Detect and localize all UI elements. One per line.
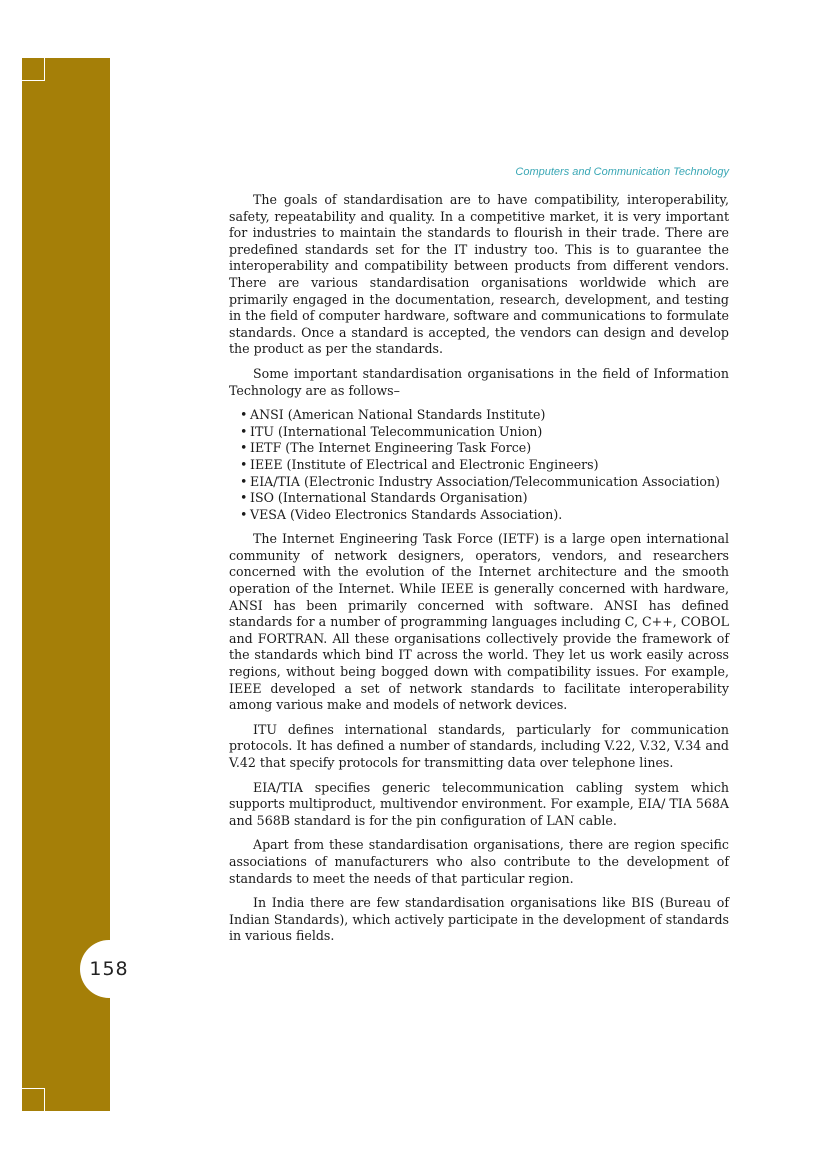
organisations-list xyxy=(240,407,729,523)
paragraph-itu: ITU defines international standards, particularly for communication protocols. It has defined a number of standards, including V.22, V.32, V.34 and V.42 that specify protocols for transmitting data over telephone lines. xyxy=(229,721,729,770)
list-item: • VESA (Video Electronics Standards Association). xyxy=(240,507,729,524)
page-number: 158 xyxy=(80,940,138,998)
paragraph-regional-associations: Apart from these standardisation organisations, there are region specific associations of manufacturers who also contribute to the development of standards to meet the needs of that particular region. xyxy=(229,837,729,886)
list-item: • IEEE (Institute of Electrical and Electronic Engineers) xyxy=(240,457,729,474)
list-item: • ISO (International Standards Organisation) xyxy=(240,490,729,507)
paragraph-ietf: The Internet Engineering Task Force (IETF) is a large open international community of network designers, operators, vendors, and researchers concerned with the evolution of the Internet architecture and the smooth operation of the Internet. While IEEE is generally concerned with hardware, ANSI has been primarily concerned with software. ANSI has defined standards for a number of programming languages including C, C++, COBOL and FORTRAN. All these organisations collectively provide the framework of the standards which bind IT across the world. They let us work easily across regions, without being bogged down with compatibility issues. For example, IEEE developed a set of network standards to facilitate interoperability among various make and models of network devices. xyxy=(229,531,729,713)
crop-mark-bottom xyxy=(22,1088,45,1111)
list-item: • IETF (The Internet Engineering Task Force) xyxy=(240,440,729,457)
crop-mark-top xyxy=(22,58,45,81)
paragraph-eia-tia: EIA/TIA specifies generic telecommunication cabling system which supports multiproduct, multivendor environment. For example, EIA/ TIA 568A and 568B standard is for the pin configuration of LAN cable. xyxy=(229,779,729,828)
paragraph-organisations-intro: Some important standardisation organisations in the field of Information Technology are as follows– xyxy=(229,365,729,398)
list-item: • EIA/TIA (Electronic Industry Association/Telecommunication Association) xyxy=(240,474,729,491)
paragraph-india-bis: In India there are few standardisation organisations like BIS (Bureau of Indian Standards), which actively participate in the development of standards in various fields. xyxy=(229,895,729,944)
list-item: • ITU (International Telecommunication Union) xyxy=(240,424,729,441)
paragraph-standardisation-goals: The goals of standardisation are to have compatibility, interoperability, safety, repeatability and quality. In a competitive market, it is very important for industries to maintain the standards to flourish in their trade. There are predefined standards set for the IT industry too. This is to guarantee the interoperability and compatibility between products from different vendors. There are various standardisation organisations worldwide which are primarily engaged in the documentation, research, development, and testing in the field of computer hardware, software and communications to formulate standards. Once a standard is accepted, the vendors can design and develop the product as per the standards. xyxy=(229,192,729,357)
list-item: • ANSI (American National Standards Institute) xyxy=(240,407,729,424)
main-content xyxy=(229,192,729,953)
running-header: Computers and Communication Technology xyxy=(515,166,729,178)
